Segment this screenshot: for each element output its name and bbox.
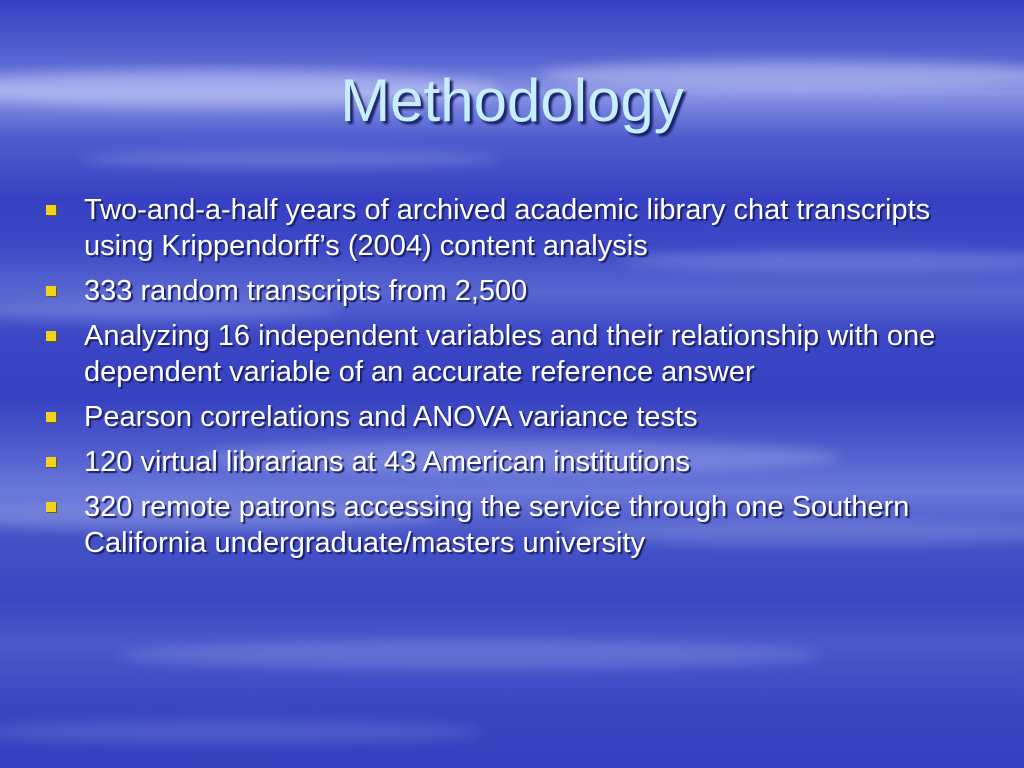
slide-title: Methodology (340, 67, 684, 134)
bullet-text: 333 random transcripts from 2,500 (84, 275, 528, 307)
cloud-streak (80, 150, 500, 168)
square-bullet-icon (46, 502, 56, 512)
bullet-text: 320 remote patrons accessing the service through one Southern California undergraduate/masters university (84, 491, 910, 559)
bullet-item (42, 444, 972, 480)
bullet-item (42, 192, 972, 264)
cloud-streak (0, 720, 480, 744)
bullet-item (42, 318, 972, 390)
square-bullet-icon (46, 331, 56, 341)
square-bullet-icon (46, 286, 56, 296)
bullet-text: 120 virtual librarians at 43 American institutions (84, 446, 691, 478)
bullet-item (42, 399, 972, 435)
bullet-text: Analyzing 16 independent variables and their relationship with one dependent variable of an accurate reference answer (84, 320, 936, 388)
bullet-list (42, 192, 972, 570)
bullet-text: Pearson correlations and ANOVA variance tests (84, 401, 698, 433)
bullet-text: Two-and-a-half years of archived academic library chat transcripts using Krippendorff’s (2004) content analysis (84, 194, 931, 262)
square-bullet-icon (46, 412, 56, 422)
cloud-streak (120, 640, 820, 670)
bullet-item (42, 489, 972, 561)
bullet-item (42, 273, 972, 309)
square-bullet-icon (46, 205, 56, 215)
square-bullet-icon (46, 457, 56, 467)
